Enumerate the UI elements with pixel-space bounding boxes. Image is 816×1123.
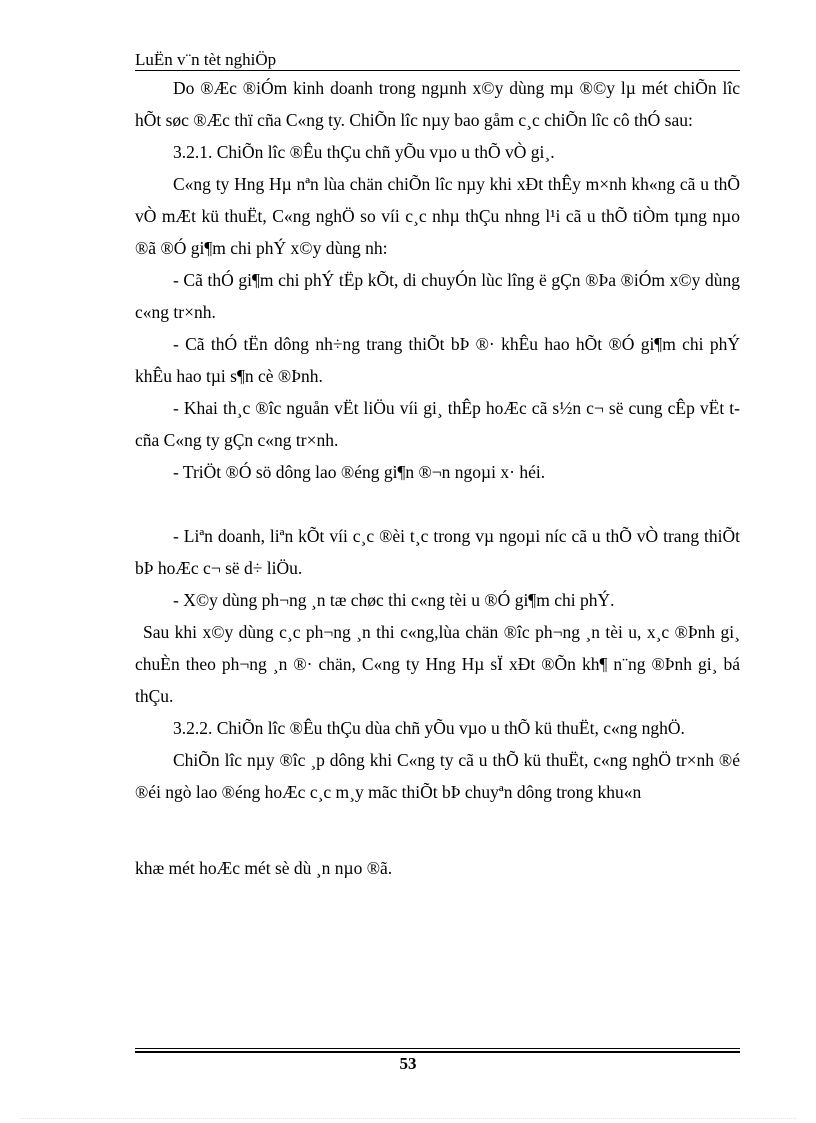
intro-paragraph: Do ®Æc ®iÓm kinh doanh trong ngµnh x©y dùng mµ ®©y lµ mét chiÕn lîc hÕt søc ®Æc thï cña C«ng ty. ChiÕn lîc nµy bao gåm c¸c chiÕn lîc cô thÓ sau: [135, 78, 740, 130]
bullet-item: - Khai th¸c ®îc nguån vËt liÖu víi gi¸ thÊp hoÆc cã s½n c¬ së cung cÊp vËt t cña C«ng ty gÇn c«ng tr×nh. [135, 398, 740, 450]
body-paragraph: ChiÕn lîc nµy ®îc ¸p dông khi C«ng ty cã u thÕ kü thuËt, c«ng nghÖ tr×nh ®é ®éi ngò lao ®éng hoÆc c¸c m¸y mãc thiÕt bÞ chuyªn dông trong khu«n [135, 750, 740, 802]
blank-line [135, 808, 740, 852]
bullet-item: - Cã thÓ gi¶m chi phÝ tËp kÕt, di chuyÓn lùc lîng ë gÇn ®Þa ®iÓm x©y dùng c«ng tr×nh. [135, 270, 740, 322]
body-paragraph: khæ mét hoÆc mét sè dù ¸n nµo ®ã. [135, 858, 393, 878]
bullet-item: - X©y dùng ph¬ng ¸n tæ chøc thi c«ng tèi u ®Ó gi¶m chi phÝ. [173, 590, 615, 610]
page-number: 53 [399, 1054, 417, 1073]
body-paragraph: Sau khi x©y dùng c¸c ph¬ng ¸n thi c«ng,lùa chän ®îc ph¬ng ¸n tèi u, x¸c ®Þnh gi¸ chuÈn theo ph¬ng ¸n ®· chän, C«ng ty Hng Hµ sÏ xÐt ®Õn kh¶ n¨ng ®Þnh gi¸ bá thÇu. [135, 622, 740, 706]
body-paragraph: C«ng ty Hng Hµ nªn lùa chän chiÕn lîc nµy khi xÐt thÊy m×nh kh«ng cã u thÕ vÒ mÆt kü thuËt, C«ng nghÖ so víi c¸c nhµ thÇu nhng l¹i cã u thÕ tiÒm tµng nµo ®ã ®Ó gi¶m chi phÝ x©y dùng nh: [135, 174, 740, 258]
running-header: LuËn v¨n tèt nghiÖp [135, 50, 277, 69]
page-edge-divider [20, 1118, 796, 1119]
footer-rule [135, 1048, 740, 1049]
section-heading-3-2-2: 3.2.2. ChiÕn lîc ®Êu thÇu dùa chñ yÕu vµo u thÕ kü thuËt, c«ng nghÖ. [173, 718, 685, 738]
blank-line [135, 488, 740, 520]
header-rule [135, 70, 740, 71]
page-body [135, 72, 740, 884]
bullet-item: - Cã thÓ tËn dông nh÷ng trang thiÕt bÞ ®· khÊu hao hÕt ®Ó gi¶m chi phÝ khÊu hao tµi s¶n cè ®Þnh. [135, 334, 740, 386]
bullet-item: - TriÖt ®Ó sö dông lao ®éng gi¶n ®¬n ngoµi x· héi. [173, 462, 546, 482]
section-heading-3-2-1: 3.2.1. ChiÕn lîc ®Êu thÇu chñ yÕu vµo u thÕ vÒ gi¸. [173, 142, 555, 162]
footer-rule-thick [135, 1051, 740, 1053]
bullet-item: - Liªn doanh, liªn kÕt víi c¸c ®èi t¸c trong vµ ngoµi níc cã u thÕ vÒ trang thiÕt bÞ hoÆc c¬ së d÷ liÖu. [135, 526, 740, 578]
